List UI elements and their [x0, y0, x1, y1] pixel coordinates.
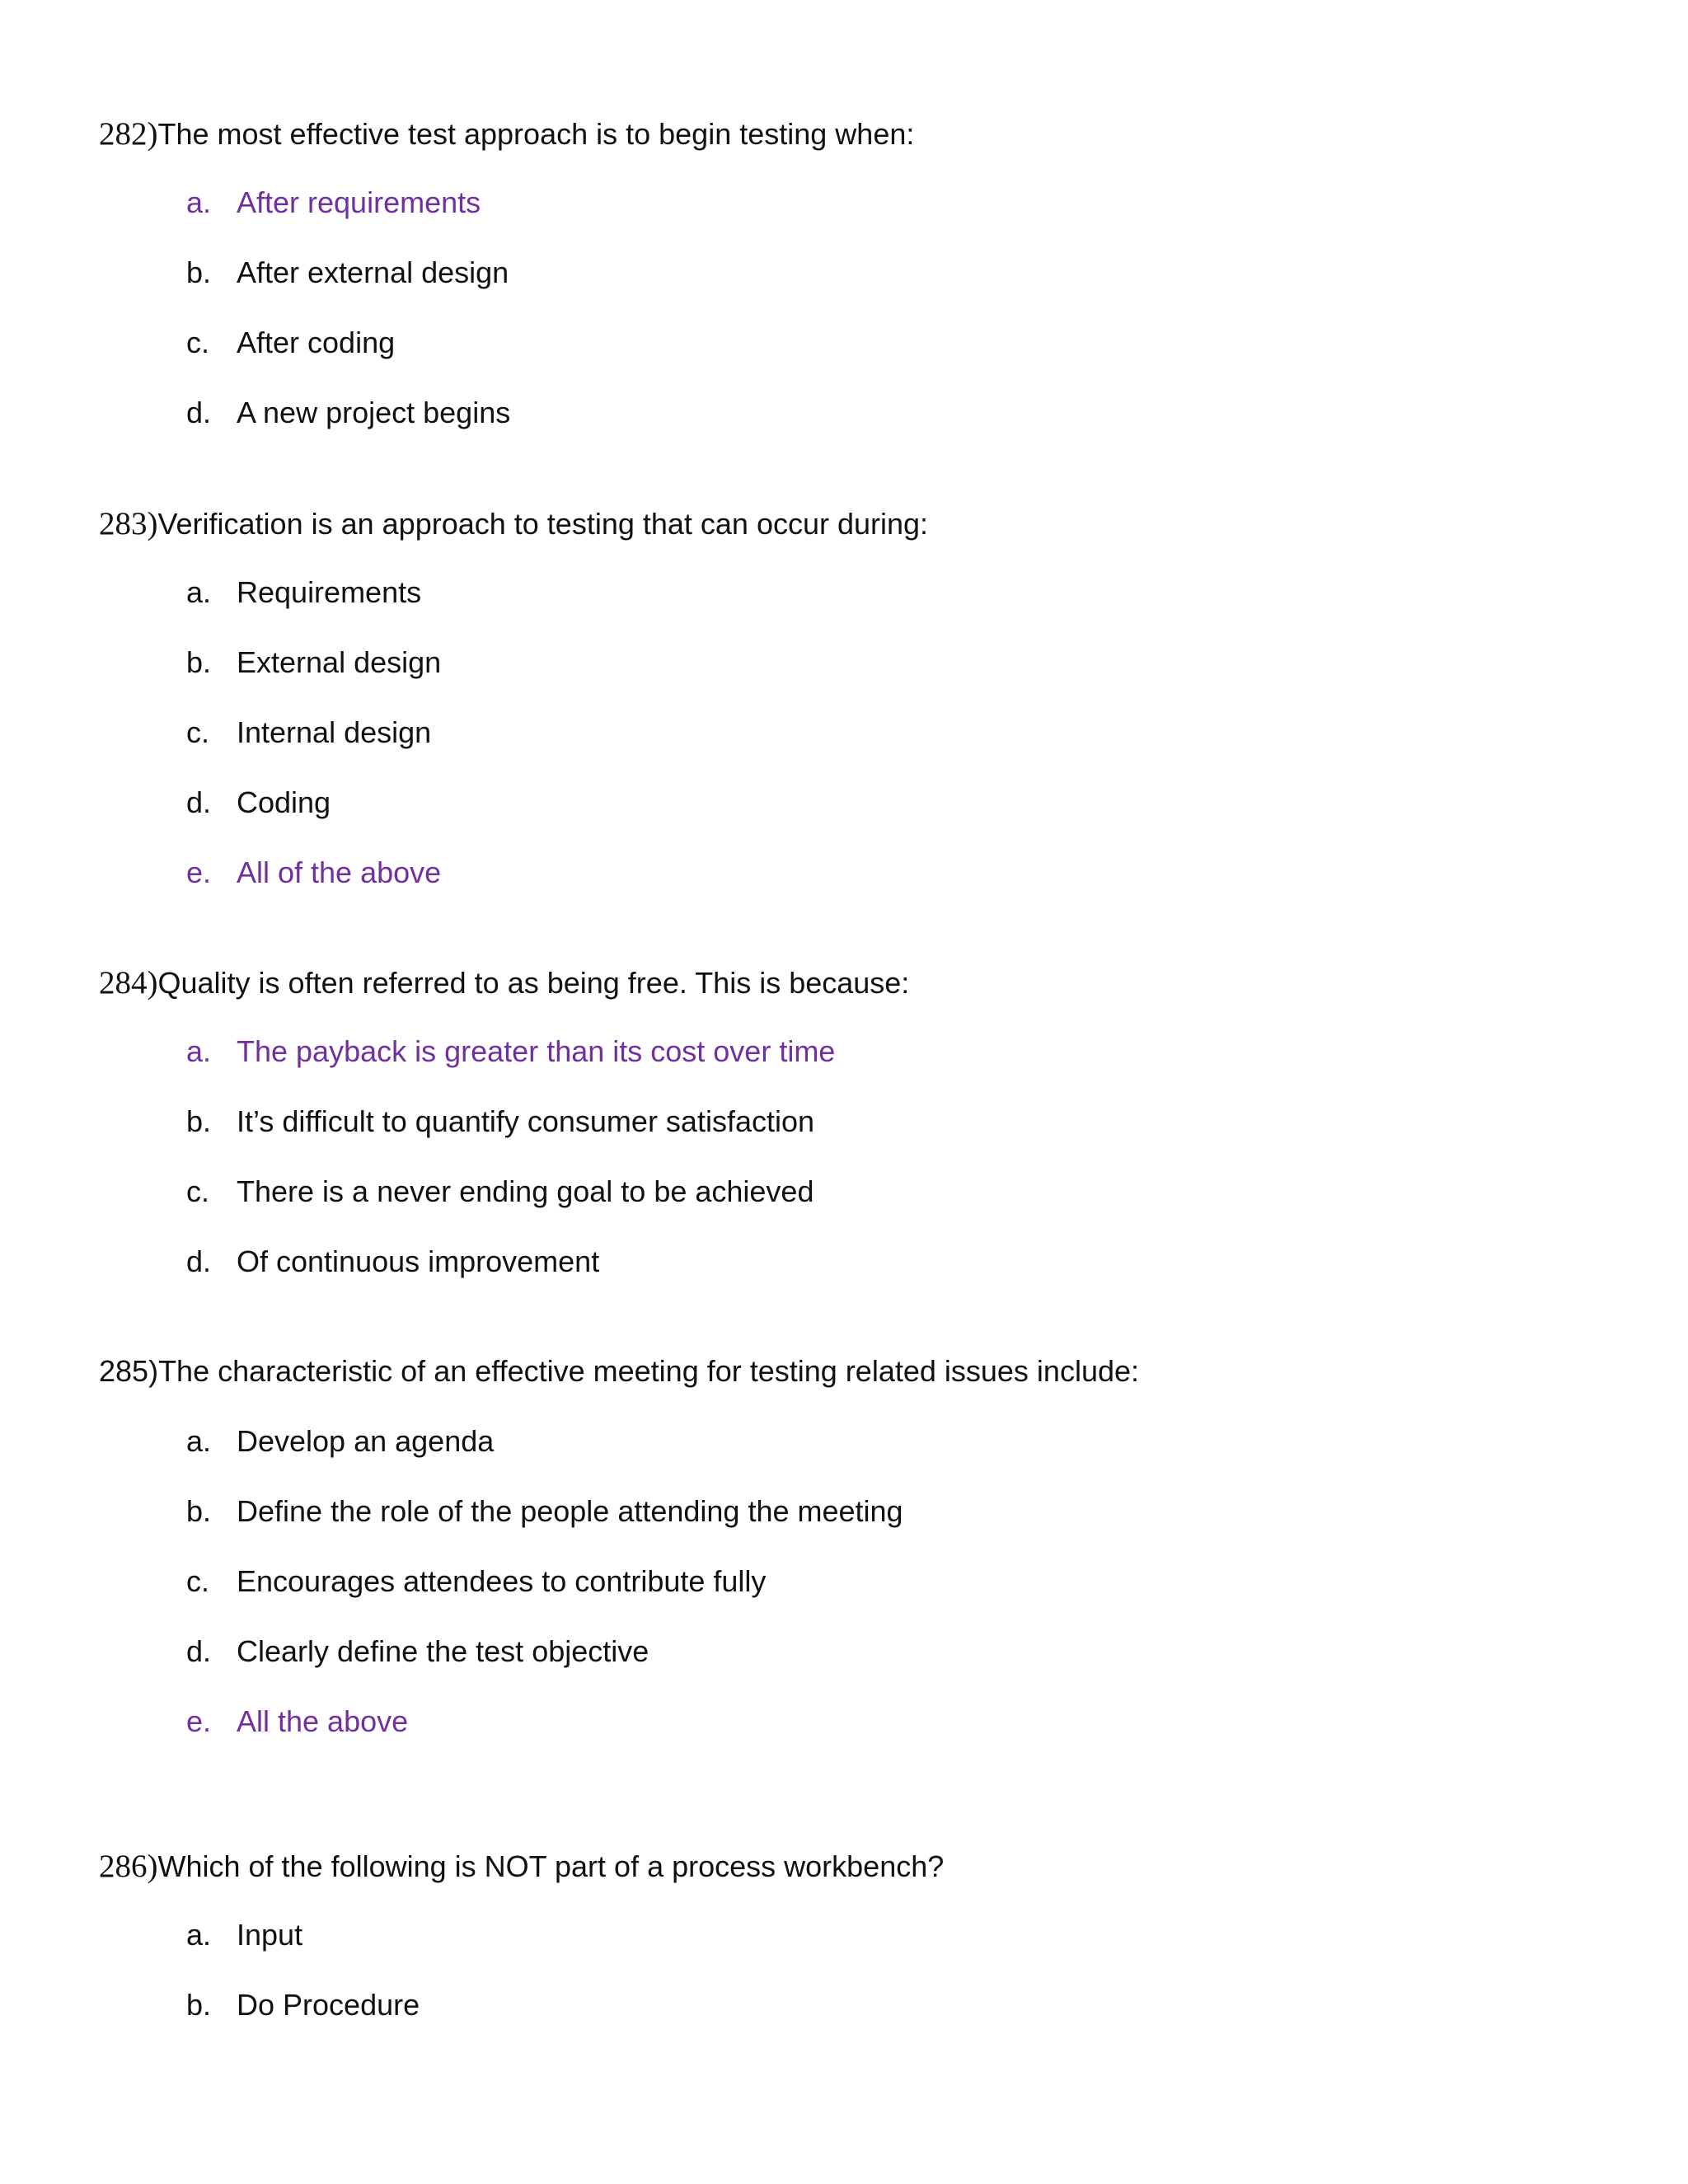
option-letter: b. — [186, 1988, 212, 2022]
option-letter: c. — [186, 715, 210, 749]
option-a — [99, 1918, 1582, 1988]
question-number: 282) — [99, 116, 158, 152]
option-letter: a. — [186, 1034, 212, 1068]
option-list — [99, 1918, 1582, 2058]
option-text: Of continuous improvement — [237, 1244, 600, 1278]
option-letter: a. — [186, 1918, 212, 1952]
option-letter: a. — [186, 575, 212, 609]
option-list — [99, 575, 1582, 926]
question-number: 285) — [99, 1354, 159, 1388]
option-list — [99, 1424, 1582, 1774]
option-a — [99, 575, 1582, 645]
option-a — [99, 1034, 1582, 1104]
option-letter: d. — [186, 396, 212, 429]
question-282 — [99, 115, 1582, 466]
option-letter: d. — [186, 1244, 212, 1278]
option-e — [99, 855, 1582, 926]
option-text: There is a never ending goal to be achieved — [237, 1174, 814, 1208]
option-text: All of the above — [237, 855, 442, 889]
option-text: A new project begins — [237, 396, 511, 429]
question-number: 286) — [99, 1849, 158, 1884]
question-text: Which of the following is NOT part of a process workbench? — [157, 1849, 945, 1883]
question-285 — [99, 1354, 1582, 1774]
option-text: After external design — [237, 255, 509, 289]
option-text: Develop an agenda — [237, 1424, 495, 1458]
option-d — [99, 1634, 1582, 1704]
question-stem — [99, 505, 1582, 555]
option-list — [99, 1034, 1582, 1315]
question-stem — [99, 115, 1582, 165]
option-b — [99, 645, 1582, 715]
option-c — [99, 326, 1582, 396]
option-text: Input — [237, 1918, 303, 1952]
option-d — [99, 396, 1582, 466]
option-text: After requirements — [237, 185, 481, 219]
option-letter: a. — [186, 1424, 212, 1458]
option-letter: e. — [186, 1704, 212, 1738]
option-text: Define the role of the people attending the meeting — [237, 1494, 903, 1528]
option-text: Requirements — [237, 575, 422, 609]
option-text: Coding — [237, 785, 331, 819]
option-text: External design — [237, 645, 442, 679]
option-d — [99, 1244, 1582, 1315]
option-b — [99, 1104, 1582, 1174]
option-text: The payback is greater than its cost over time — [237, 1034, 836, 1068]
option-text: All the above — [237, 1704, 409, 1738]
option-letter: b. — [186, 1494, 212, 1528]
option-letter: c. — [186, 1564, 210, 1598]
question-text: Verification is an approach to testing that can occur during: — [157, 507, 929, 541]
question-stem — [99, 1354, 1582, 1404]
question-stem — [99, 1848, 1582, 1897]
option-letter: b. — [186, 1104, 212, 1138]
option-letter: c. — [186, 326, 210, 359]
option-e — [99, 1704, 1582, 1774]
question-284 — [99, 964, 1582, 1315]
option-c — [99, 715, 1582, 785]
question-text: The most effective test approach is to begin testing when: — [157, 117, 915, 151]
question-text: Quality is often referred to as being free. This is because: — [157, 966, 910, 1000]
option-letter: e. — [186, 855, 212, 889]
option-text: Do Procedure — [237, 1988, 420, 2022]
option-list — [99, 185, 1582, 466]
option-a — [99, 1424, 1582, 1494]
option-letter: b. — [186, 255, 212, 289]
question-283 — [99, 505, 1582, 926]
option-letter: c. — [186, 1174, 210, 1208]
option-b — [99, 1494, 1582, 1564]
option-text: After coding — [237, 326, 396, 359]
option-a — [99, 185, 1582, 255]
option-text: Encourages attendees to contribute fully — [237, 1564, 767, 1598]
question-286 — [99, 1848, 1582, 2058]
question-stem — [99, 964, 1582, 1014]
option-text: Clearly define the test objective — [237, 1634, 649, 1668]
option-b — [99, 1988, 1582, 2058]
option-c — [99, 1564, 1582, 1634]
option-text: It’s difficult to quantify consumer satisfaction — [237, 1104, 815, 1138]
question-number: 284) — [99, 965, 158, 1001]
option-letter: d. — [186, 785, 212, 819]
question-number: 283) — [99, 506, 158, 541]
option-d — [99, 785, 1582, 855]
option-b — [99, 255, 1582, 326]
option-letter: b. — [186, 645, 212, 679]
option-c — [99, 1174, 1582, 1244]
question-text: The characteristic of an effective meeting for testing related issues include: — [158, 1354, 1140, 1388]
option-letter: a. — [186, 185, 212, 219]
option-letter: d. — [186, 1634, 212, 1668]
option-text: Internal design — [237, 715, 432, 749]
